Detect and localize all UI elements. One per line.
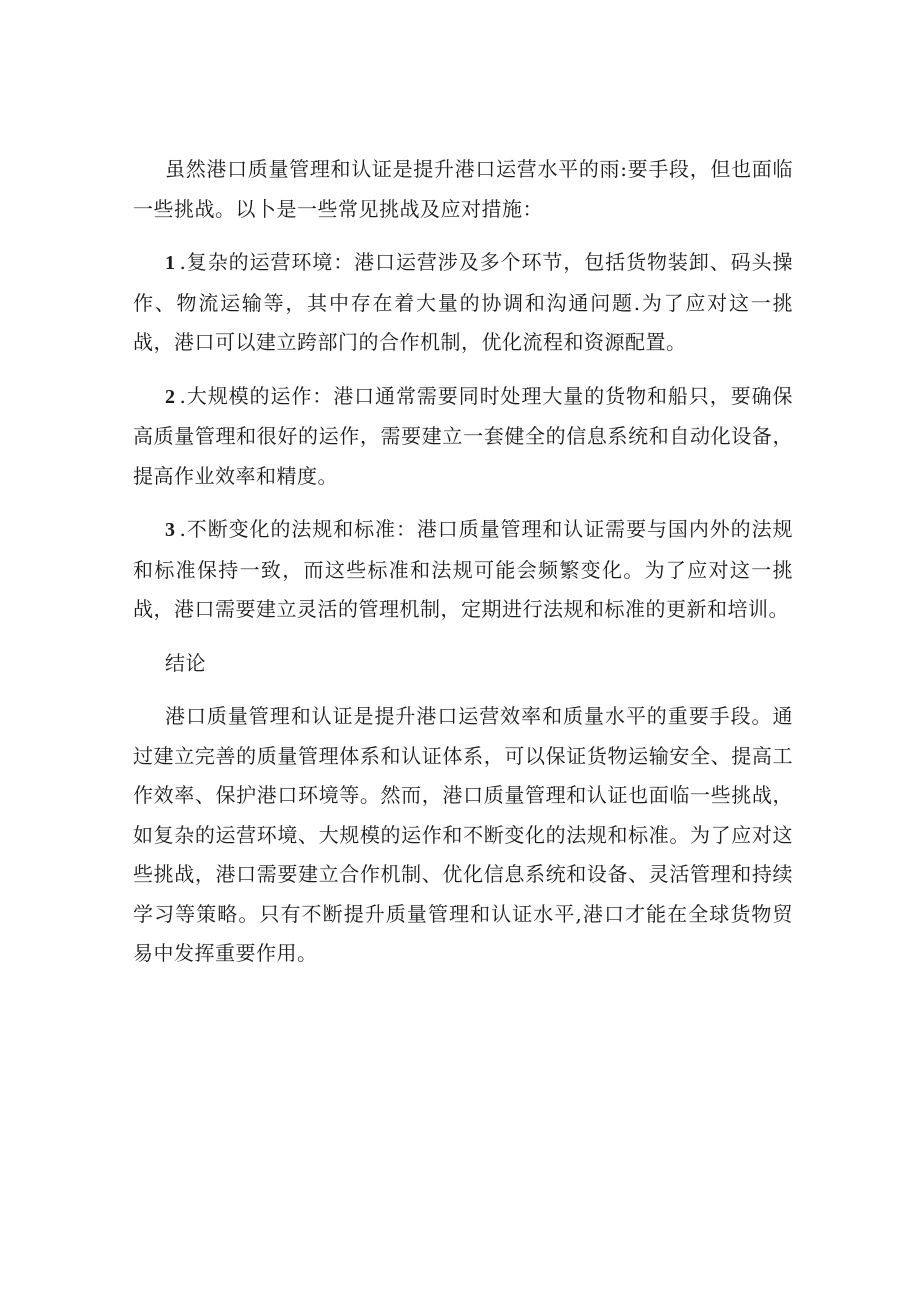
document-body xyxy=(133,150,793,988)
challenge-item-1 xyxy=(133,243,793,363)
challenge-item-2 xyxy=(133,377,793,497)
conclusion-heading: 结论 xyxy=(165,650,206,675)
conclusion-paragraph: 港口质量管理和认证是提升港口运营效率和质量水平的重要手段。通过建立完善的质量管理体系和认证体系，可以保证货物运输安全、提高工作效率、保护港口环境等。然而，港口质量管理和认证也面临一些挑战，如复杂的运营环境、大规模的运作和不断变化的法规和标准。为了应对这些挑战，港口需要建立合作机制、优化信息系统和设备、灵活管理和持续学习等策略。只有不断提升质量管理和认证水平,港口才能在全球货物贸易中发挥重要作用。 xyxy=(133,704,793,965)
intro-paragraph: 虽然港口质量管理和认证是提升港口运营水平的雨:要手段，但也面临一些挑战。以卜是一些常见挑战及应对措施： xyxy=(133,157,793,221)
item-text: .复杂的运营环境：港口运营涉及多个环节，包括货物装卸、码头操作、物流运输等，其中存在着大量的协调和沟通问题.为了应对这一挑战，港口可以建立跨部门的合作机制，优化流程和资源配置。 xyxy=(133,250,793,354)
item-number: 3 xyxy=(165,519,176,541)
item-number: 1 xyxy=(165,252,176,274)
item-number: 2 xyxy=(165,385,176,408)
item-text: .大规模的运作：港口通常需要同时处理大量的货物和船只，要确保高质量管理和很好的运作，需要建立一套健全的信息系统和自动化设备，提高作业效率和精度。 xyxy=(133,383,793,488)
challenge-item-3 xyxy=(133,510,793,630)
item-text: .不断变化的法规和标准：港口质量管理和认证需要与国内外的法规和标准保持一致，而这些标准和法规可能会频繁变化。为了应对这一挑战，港口需要建立灵活的管理机制，定期进行法规和标准的更新和培训。 xyxy=(133,517,793,621)
